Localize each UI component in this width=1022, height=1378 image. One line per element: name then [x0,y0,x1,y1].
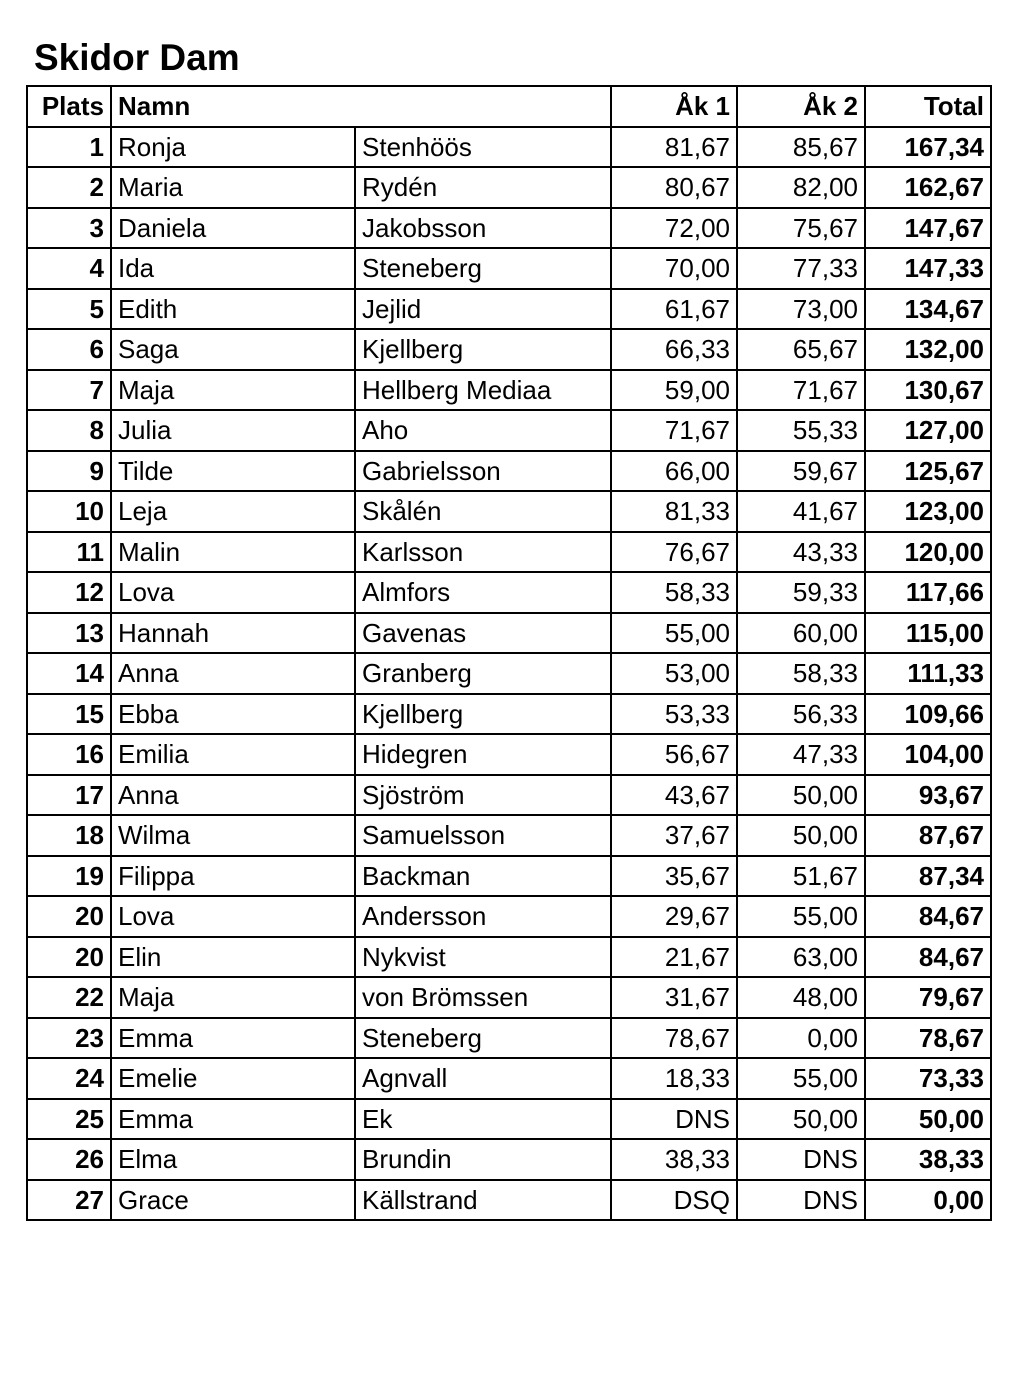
table-row [27,977,991,1018]
cell-ak1: 21,67 [611,937,737,978]
cell-total: 111,33 [865,653,991,694]
cell-total: 79,67 [865,977,991,1018]
table-row [27,491,991,532]
cell-plats: 1 [27,127,111,168]
table-row [27,856,991,897]
cell-last-name: Backman [355,856,611,897]
cell-last-name: Sjöström [355,775,611,816]
cell-ak2: 48,00 [737,977,865,1018]
cell-first-name: Elma [111,1139,355,1180]
cell-ak1: 66,00 [611,451,737,492]
cell-plats: 24 [27,1058,111,1099]
cell-total: 104,00 [865,734,991,775]
cell-first-name: Grace [111,1180,355,1221]
cell-total: 162,67 [865,167,991,208]
cell-first-name: Lova [111,572,355,613]
cell-total: 93,67 [865,775,991,816]
cell-total: 132,00 [865,329,991,370]
cell-plats: 15 [27,694,111,735]
cell-ak1: 38,33 [611,1139,737,1180]
cell-total: 84,67 [865,937,991,978]
cell-plats: 14 [27,653,111,694]
cell-ak2: DNS [737,1139,865,1180]
cell-first-name: Julia [111,410,355,451]
cell-last-name: Kjellberg [355,694,611,735]
cell-ak1: 58,33 [611,572,737,613]
table-row [27,167,991,208]
cell-plats: 22 [27,977,111,1018]
cell-first-name: Saga [111,329,355,370]
cell-plats: 13 [27,613,111,654]
cell-total: 87,67 [865,815,991,856]
cell-total: 125,67 [865,451,991,492]
cell-last-name: Gavenas [355,613,611,654]
cell-first-name: Emma [111,1018,355,1059]
table-row [27,248,991,289]
table-row [27,208,991,249]
table-row [27,1058,991,1099]
cell-total: 115,00 [865,613,991,654]
cell-ak2: 47,33 [737,734,865,775]
cell-last-name: Jejlid [355,289,611,330]
table-row [27,451,991,492]
cell-plats: 18 [27,815,111,856]
cell-last-name: Kjellberg [355,329,611,370]
cell-ak2: 50,00 [737,1099,865,1140]
table-row [27,1099,991,1140]
cell-plats: 9 [27,451,111,492]
cell-last-name: Källstrand [355,1180,611,1221]
table-row [27,410,991,451]
cell-plats: 27 [27,1180,111,1221]
cell-total: 73,33 [865,1058,991,1099]
cell-last-name: Steneberg [355,248,611,289]
cell-last-name: Nykvist [355,937,611,978]
cell-plats: 25 [27,1099,111,1140]
cell-last-name: Hellberg Mediaa [355,370,611,411]
cell-last-name: Agnvall [355,1058,611,1099]
cell-last-name: Steneberg [355,1018,611,1059]
cell-ak1: 53,33 [611,694,737,735]
cell-first-name: Anna [111,653,355,694]
cell-plats: 23 [27,1018,111,1059]
cell-ak2: 55,00 [737,896,865,937]
cell-ak1: 76,67 [611,532,737,573]
cell-last-name: Gabrielsson [355,451,611,492]
table-row [27,1180,991,1221]
cell-ak1: 53,00 [611,653,737,694]
cell-ak2: 59,67 [737,451,865,492]
cell-plats: 5 [27,289,111,330]
cell-ak1: 61,67 [611,289,737,330]
cell-total: 123,00 [865,491,991,532]
cell-ak2: 75,67 [737,208,865,249]
header-namn: Namn [111,86,611,127]
table-row [27,370,991,411]
cell-plats: 8 [27,410,111,451]
header-total: Total [865,86,991,127]
table-row [27,613,991,654]
cell-ak2: DNS [737,1180,865,1221]
header-row [27,86,991,127]
cell-ak1: 81,67 [611,127,737,168]
cell-ak2: 77,33 [737,248,865,289]
cell-first-name: Ebba [111,694,355,735]
cell-last-name: Skålén [355,491,611,532]
cell-ak1: DSQ [611,1180,737,1221]
cell-plats: 12 [27,572,111,613]
cell-ak1: 35,67 [611,856,737,897]
cell-ak1: 29,67 [611,896,737,937]
table-row [27,653,991,694]
cell-last-name: Hidegren [355,734,611,775]
cell-ak1: 56,67 [611,734,737,775]
table-row [27,937,991,978]
cell-first-name: Daniela [111,208,355,249]
cell-ak2: 59,33 [737,572,865,613]
cell-last-name: Aho [355,410,611,451]
cell-first-name: Anna [111,775,355,816]
cell-last-name: Brundin [355,1139,611,1180]
cell-total: 50,00 [865,1099,991,1140]
table-row [27,1018,991,1059]
cell-total: 117,66 [865,572,991,613]
cell-last-name: Karlsson [355,532,611,573]
cell-ak1: 43,67 [611,775,737,816]
cell-first-name: Emilia [111,734,355,775]
header-ak2: Åk 2 [737,86,865,127]
cell-ak2: 50,00 [737,775,865,816]
cell-first-name: Ida [111,248,355,289]
cell-ak1: 18,33 [611,1058,737,1099]
cell-plats: 26 [27,1139,111,1180]
cell-total: 109,66 [865,694,991,735]
cell-plats: 20 [27,896,111,937]
cell-last-name: von Brömssen [355,977,611,1018]
cell-last-name: Andersson [355,896,611,937]
table-row [27,815,991,856]
table-row [27,694,991,735]
cell-first-name: Emma [111,1099,355,1140]
cell-total: 127,00 [865,410,991,451]
cell-total: 78,67 [865,1018,991,1059]
cell-ak2: 43,33 [737,532,865,573]
cell-first-name: Filippa [111,856,355,897]
cell-last-name: Stenhöös [355,127,611,168]
cell-ak1: 80,67 [611,167,737,208]
cell-ak2: 65,67 [737,329,865,370]
cell-plats: 6 [27,329,111,370]
table-row [27,775,991,816]
cell-first-name: Elin [111,937,355,978]
cell-total: 147,67 [865,208,991,249]
cell-plats: 10 [27,491,111,532]
cell-ak1: 55,00 [611,613,737,654]
cell-ak1: 72,00 [611,208,737,249]
cell-plats: 16 [27,734,111,775]
table-row [27,127,991,168]
cell-total: 87,34 [865,856,991,897]
cell-first-name: Hannah [111,613,355,654]
cell-first-name: Tilde [111,451,355,492]
results-table [26,85,992,1221]
cell-ak2: 41,67 [737,491,865,532]
cell-ak2: 55,33 [737,410,865,451]
cell-total: 147,33 [865,248,991,289]
cell-ak2: 58,33 [737,653,865,694]
cell-ak2: 73,00 [737,289,865,330]
table-row [27,289,991,330]
cell-ak2: 85,67 [737,127,865,168]
cell-plats: 3 [27,208,111,249]
cell-first-name: Emelie [111,1058,355,1099]
cell-ak1: 37,67 [611,815,737,856]
cell-ak2: 63,00 [737,937,865,978]
cell-total: 167,34 [865,127,991,168]
cell-ak1: 59,00 [611,370,737,411]
cell-plats: 19 [27,856,111,897]
cell-plats: 11 [27,532,111,573]
table-row [27,532,991,573]
cell-first-name: Lova [111,896,355,937]
cell-ak1: 71,67 [611,410,737,451]
cell-first-name: Ronja [111,127,355,168]
cell-plats: 20 [27,937,111,978]
cell-first-name: Maja [111,370,355,411]
table-row [27,572,991,613]
cell-last-name: Ek [355,1099,611,1140]
cell-total: 120,00 [865,532,991,573]
table-row [27,329,991,370]
cell-last-name: Granberg [355,653,611,694]
cell-last-name: Samuelsson [355,815,611,856]
cell-ak2: 71,67 [737,370,865,411]
header-ak1: Åk 1 [611,86,737,127]
cell-first-name: Wilma [111,815,355,856]
cell-first-name: Leja [111,491,355,532]
cell-ak2: 82,00 [737,167,865,208]
header-plats: Plats [27,86,111,127]
table-row [27,734,991,775]
cell-total: 130,67 [865,370,991,411]
cell-total: 134,67 [865,289,991,330]
cell-ak1: 66,33 [611,329,737,370]
cell-total: 38,33 [865,1139,991,1180]
cell-ak1: DNS [611,1099,737,1140]
cell-ak1: 70,00 [611,248,737,289]
table-row [27,1139,991,1180]
cell-first-name: Malin [111,532,355,573]
page-title: Skidor Dam [34,37,240,78]
cell-last-name: Jakobsson [355,208,611,249]
cell-plats: 17 [27,775,111,816]
cell-last-name: Almfors [355,572,611,613]
cell-first-name: Maria [111,167,355,208]
cell-ak2: 51,67 [737,856,865,897]
cell-last-name: Rydén [355,167,611,208]
cell-plats: 4 [27,248,111,289]
cell-first-name: Edith [111,289,355,330]
cell-first-name: Maja [111,977,355,1018]
cell-total: 84,67 [865,896,991,937]
cell-ak1: 81,33 [611,491,737,532]
cell-total: 0,00 [865,1180,991,1221]
cell-ak2: 60,00 [737,613,865,654]
cell-ak2: 50,00 [737,815,865,856]
cell-ak2: 0,00 [737,1018,865,1059]
cell-ak1: 31,67 [611,977,737,1018]
results-body [27,127,991,1221]
table-row [27,896,991,937]
cell-plats: 7 [27,370,111,411]
cell-ak1: 78,67 [611,1018,737,1059]
cell-ak2: 55,00 [737,1058,865,1099]
cell-plats: 2 [27,167,111,208]
cell-ak2: 56,33 [737,694,865,735]
